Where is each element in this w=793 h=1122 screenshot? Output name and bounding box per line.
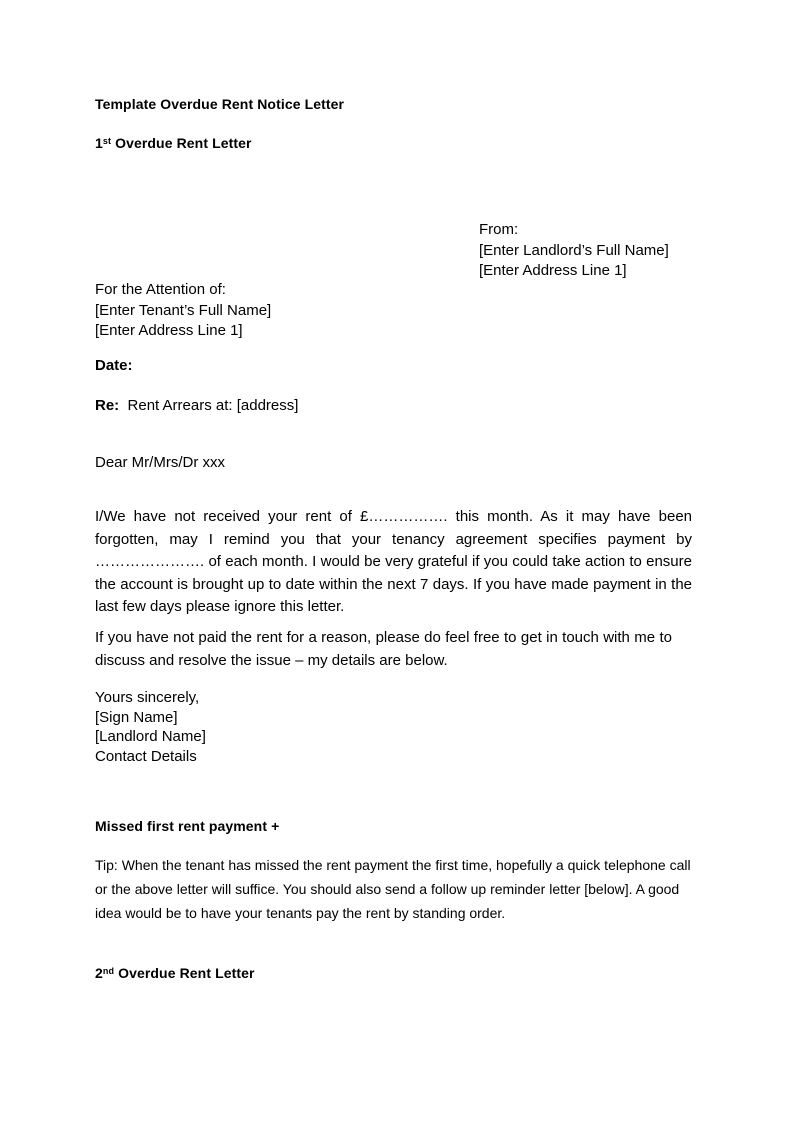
subject-label: Re:: [95, 397, 120, 414]
recipient-label: For the Attention of:: [95, 281, 226, 298]
second-letter-heading: [95, 963, 255, 982]
signoff-line-3: [Landlord Name]: [95, 728, 206, 746]
subject-text: Rent Arrears at: [address]: [127, 397, 299, 414]
second-letter-ordinal: 2: [95, 965, 103, 981]
from-line-2: [Enter Address Line 1]: [479, 262, 627, 279]
body-paragraph-2: If you have not paid the rent for a reason, please do feel free to get in touch with me to discuss and resolve the issue – my details are below.: [95, 629, 672, 669]
body-paragraph-1: I/We have not received your rent of £……………. this month. As it may have been forgotten, may I remind you that your tenancy agreement specifies payment by …………………. of each month. I would be very grateful if you could take action to ensure the account is brought up to date within the next 7 days. If you have made payment in the last few days please ignore this letter.: [95, 508, 692, 616]
page-title: Template Overdue Rent Notice Letter: [95, 96, 345, 112]
subject-line: [95, 396, 298, 416]
recipient-line-2: [Enter Address Line 1]: [95, 322, 243, 339]
signoff-line-1: Yours sincerely,: [95, 689, 200, 706]
from-label: From:: [479, 221, 519, 238]
recipient-line-1: [Enter Tenant’s Full Name]: [95, 301, 272, 319]
first-letter-heading: [95, 133, 252, 152]
second-letter-heading-rest: Overdue Rent Letter: [114, 965, 255, 981]
first-letter-ordinal-suffix: st: [102, 136, 112, 146]
recipient-address-block: [95, 280, 271, 342]
first-letter-ordinal: 1: [95, 135, 103, 151]
missed-payment-heading: Missed first rent payment +: [95, 818, 280, 834]
tip-paragraph: Tip: When the tenant has missed the rent payment the first time, hopefully a quick telephone call or the above letter will suffice. You should also send a follow up reminder letter [below]. A good idea would be to have your tenants pay the rent by standing order.: [95, 857, 691, 921]
second-letter-ordinal-suffix: nd: [102, 966, 115, 976]
from-line-1: [Enter Landlord’s Full Name]: [479, 241, 669, 259]
date-label: Date:: [95, 357, 133, 374]
date-field: [95, 356, 133, 376]
salutation: Dear Mr/Mrs/Dr xxx: [95, 454, 225, 471]
signoff-line-4: Contact Details: [95, 747, 197, 765]
from-address-block: [479, 220, 709, 282]
first-letter-heading-rest: Overdue Rent Letter: [111, 135, 252, 151]
signoff-block: [95, 688, 206, 766]
signoff-line-2: [Sign Name]: [95, 708, 178, 726]
